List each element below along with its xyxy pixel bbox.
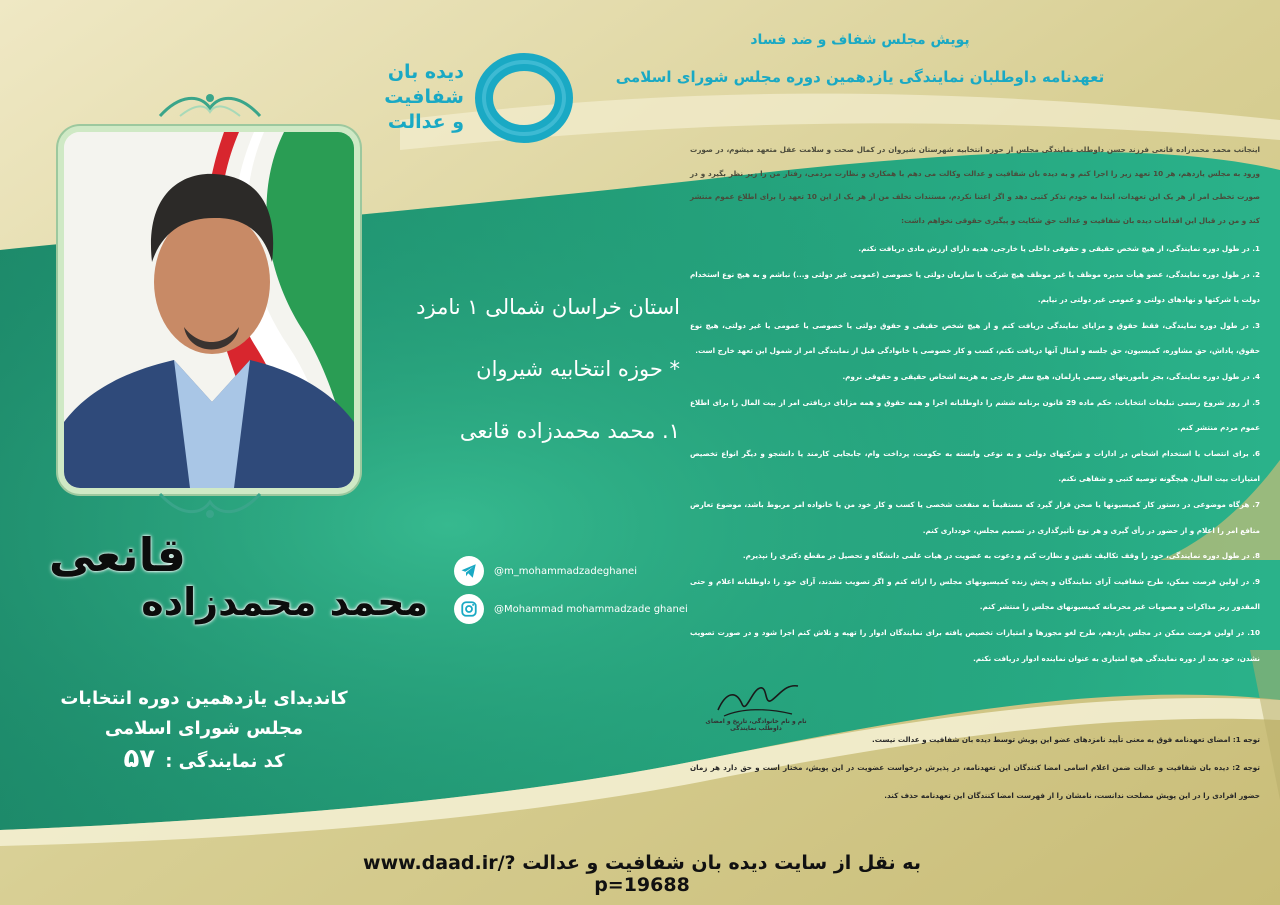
candidate-line-2: مجلس شورای اسلامی [104, 718, 304, 739]
pledge-item: 1. در طول دوره نمایندگی، از هیچ شخص حقیقی و حقوقی داخلی یا خارجی، هدیه دارای ارزش مادی دریافت نکنم. [858, 244, 1260, 253]
source-link[interactable]: به نقل از سایت دیده بان شفافیت و عدالت www.daad.ir/?p=19688 [363, 852, 921, 896]
pledge-title: تعهدنامه داوطلبان نمایندگی یازدهمین دوره مجلس شورای اسلامی [615, 68, 1105, 86]
pledge-item: 2. در طول دوره نمایندگی، عضو هیأت مدیره موظف یا غیر موظف هیچ شرکت یا سازمان دولتی یا خصوصی (عمومی غیر دولتی و...) نباشم و به هیچ نوع استخدام دولت یا شرکتها و نهادهای دولتی و عمومی غیر دولتی در نیایم. [690, 269, 1260, 305]
instagram-icon[interactable] [454, 594, 484, 624]
district-info [380, 276, 680, 462]
candidate-code [60, 744, 348, 777]
signature-caption: نام و نام خانوادگی، تاریخ و امضای داوطلب نمایندگی [705, 718, 807, 732]
instagram-row[interactable] [454, 594, 688, 624]
telegram-row[interactable] [454, 556, 637, 586]
district-line-3: ۱. محمد محمدزاده قانعی [459, 419, 680, 443]
telegram-icon[interactable] [454, 556, 484, 586]
candidate-photo [58, 126, 360, 494]
logo-line-3: و عدالت [387, 111, 464, 133]
candidate-line-1: کاندیدای یازدهمین دوره انتخابات [60, 688, 348, 709]
pledge-item: 9. در اولین فرصت ممکن، طرح شفافیت آرای نمایندگان و پخش زنده کمیسیونهای مجلس را ارائه کنم و اگر تصویب نشدند، آرای خود را داوطلبانه اعلام و حتی المقدور ریز مذاکرات و مصوبات غیر محرمانه کمیسیونهای مجلس را منتشر کنم. [690, 576, 1260, 612]
instagram-handle[interactable]: @Mohammad mohammadzade ghanei [494, 603, 688, 615]
pledge-items [690, 236, 1260, 671]
ornament-bottom [150, 490, 270, 520]
logo-line-2: شفافیت [384, 86, 464, 108]
district-line-2: * حوزه انتخابیه شیروان [476, 357, 680, 381]
telegram-handle[interactable]: @m_mohammadzadeghanei [494, 565, 637, 577]
district-line-1: استان خراسان شمالی ۱ نامزد [416, 295, 680, 319]
pledge-item: 4. در طول دوره نمایندگی، بجز مأموریتهای رسمی پارلمان، هیچ سفر خارجی به هزینه اشخاص حقیقی و حقوقی نروم. [842, 371, 1260, 381]
logo-text [372, 60, 464, 135]
candidate-first-name: محمد محمدزاده [141, 580, 428, 624]
code-value: ۵۷ [123, 744, 156, 774]
pledge-item: 6. برای انتصاب یا استخدام اشخاص در ادارات و شرکتهای دولتی و به نوعی وابسته به حکومت، پرداخت وام، جابجایی کارمند یا دانشجو و دیگر انواع تخصیص امتیازات بیت المال، هیچگونه توصیه کتبی و شفاهی نکنم. [690, 448, 1260, 484]
pledge-item: 3. در طول دوره نمایندگی، فقط حقوق و مزایای نمایندگی دریافت کنم و از هیچ شخص حقیقی و حقوق دولتی یا خصوصی یا عمومی یا غیر دولتی، هیچ نوع حقوق، پاداش، حق مشاوره، کمیسیون، حق جلسه و امثال آنها دریافت نکنم، کسب و کار خصوصی یا خانوادگی قبل از نمایندگی امر از شمول این تعهد خارج است. [690, 320, 1260, 356]
candidate-info [60, 684, 348, 777]
ornament-top [150, 88, 270, 122]
footnotes [690, 726, 1260, 810]
pledge-item: 7. هرگاه موضوعی در دستور کار کمیسیونها یا صحن قرار گیرد که مستقیماً به منفعت شخصی یا کسب و کار خود من یا خانواده امر مربوط باشد، موضوع تعارض منافع امر را اعلام و از حضور در رأی گیری و هر نوع تأثیرگذاری در تصمیم مجلس، خودداری کنم. [690, 499, 1260, 535]
code-label: کد نمایندگی : [165, 751, 285, 772]
pledge-intro: اینجانب محمد محمدزاده قانعی فرزند حسن داوطلب نمایندگی مجلس از حوزه انتخابیه شهرستان شیروان در کمال صحت و سلامت عقل متعهد میشوم، در صورت ورود به مجلس یازدهم، هر 10 تعهد زیر را اجرا کنم و به دیده بان شفافیت و عدالت وکالت می دهم با همکاری و نظارت مردمی، رفتار من را زیر نظر بگیرد و در صورت تخطی امر از هر یک این تعهدات، ابتدا به خودم تذکر کتبی دهد و اگر اعتنا نکردم، مستندات تخلف من از هر یک از این 10 تعهد را برای اطلاع عموم منتشر کند و من در قبال این اقدامات دیده بان شفافیت و عدالت حق شکایت و پیگیری حقوقی نخواهم داشت: [690, 145, 1260, 225]
pledge-item: 5. از روز شروع رسمی تبلیغات انتخابات، حکم ماده 29 قانون برنامه ششم را داوطلبانه اجرا و همه حقوق و همه مزایای دریافتی امر از بیت المال را برای اطلاع عموم مردم منتشر کنم. [690, 397, 1260, 433]
campaign-title: پویش مجلس شفاف و ضد فساد [750, 32, 970, 48]
footnote-1: توجه 1: امضای تعهدنامه فوق به معنی تأیید نامزدهای عضو این پویش توسط دیده بان شفافیت و عدالت نیست. [872, 735, 1260, 744]
pledge-item: 8. در طول دوره نمایندگی، خود را وقف تکالیف تقنین و نظارت کنم و دعوت به عضویت در هیات علمی دانشگاه و تحصیل در مقطع دکتری را نپذیرم. [742, 551, 1260, 561]
logo-line-1: دیده بان [387, 61, 464, 83]
candidate-last-name: قانعی [48, 528, 186, 582]
footnote-2: توجه 2: دیده بان شفافیت و عدالت ضمن اعلام اسامی امضا کنندگان این تعهدنامه، در پذیرش درخواست عضویت در این پویش، مختار است و حق دارد هر زمان حضور افرادی را در این پویش مصلحت ندانست، نامشان را از فهرست امضا کنندگان این تعهدنامه حذف کند. [690, 763, 1260, 800]
pledge-item: 10. در اولین فرصت ممکن در مجلس یازدهم، طرح لغو مجوزها و امتیازات تخصیص یافته برای نمایندگان ادوار را تهیه و تلاش کنم اجرا شود و در صورت تصویب نشدن، خود بعد از دوره نمایندگی هیچ امتیازی به عنوان نماینده ادوار دریافت نکنم. [690, 627, 1260, 663]
ring-logo-icon [470, 50, 578, 146]
